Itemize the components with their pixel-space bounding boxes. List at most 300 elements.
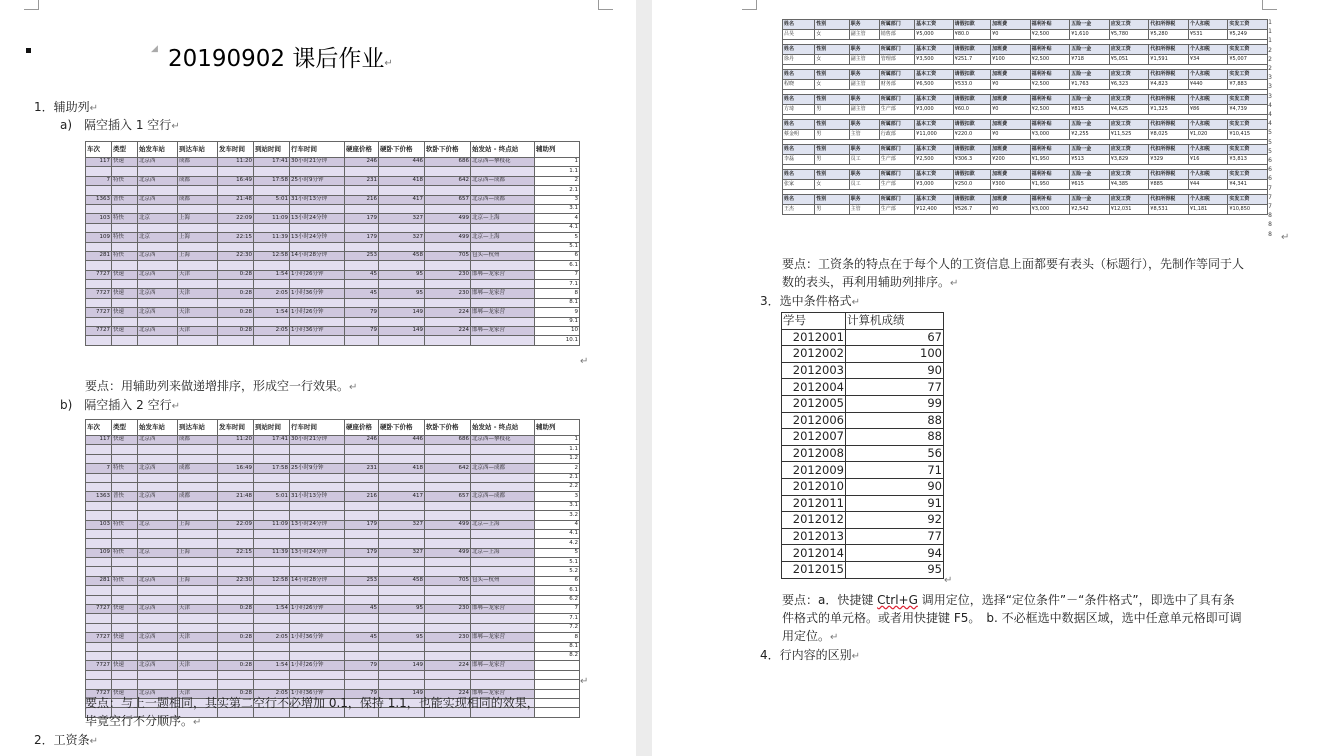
aux-cell[interactable]: 8 [535, 289, 580, 298]
empty-cell[interactable] [254, 167, 290, 176]
table-cell[interactable]: 天津 [178, 661, 218, 670]
empty-cell[interactable] [86, 670, 112, 679]
salary-aux-value[interactable]: 7 [1268, 203, 1272, 210]
empty-cell[interactable] [425, 651, 471, 660]
salary-cell[interactable]: 管理部 [879, 55, 914, 65]
table-cell[interactable]: 北京西 [138, 492, 178, 501]
aux-cell[interactable]: 5.1 [535, 558, 580, 567]
empty-cell[interactable] [290, 511, 345, 520]
empty-cell[interactable] [138, 317, 178, 326]
header-cell[interactable]: 车次 [86, 420, 112, 436]
table-cell[interactable]: 109 [86, 548, 112, 557]
empty-cell[interactable] [178, 539, 218, 548]
empty-cell[interactable] [138, 261, 178, 270]
salary-cell[interactable]: ¥2,542 [1070, 205, 1110, 215]
empty-cell[interactable] [254, 670, 290, 679]
table-cell[interactable]: 25小时9分钟 [290, 464, 345, 473]
table-cell[interactable]: 705 [425, 251, 471, 260]
empty-cell[interactable] [254, 642, 290, 651]
table-cell[interactable]: 天津 [178, 605, 218, 614]
table-cell[interactable]: 1小时26分钟 [290, 270, 345, 279]
empty-cell[interactable] [254, 280, 290, 289]
empty-cell[interactable] [112, 567, 138, 576]
list-item-2[interactable]: 2．工资条↵ [34, 733, 99, 747]
empty-cell[interactable] [218, 680, 254, 689]
empty-cell[interactable] [425, 261, 471, 270]
empty-cell[interactable] [112, 454, 138, 463]
empty-cell[interactable] [112, 204, 138, 213]
empty-cell[interactable] [379, 567, 425, 576]
list-item-3[interactable]: 3．选中条件格式↵ [760, 294, 861, 308]
salary-header-cell[interactable]: 代扣所得税 [1149, 170, 1189, 180]
table-cell[interactable]: 216 [345, 492, 379, 501]
table-cell[interactable]: 北京西 [138, 289, 178, 298]
note-b-line2[interactable]: 毕竟空行不分顺序。↵ [85, 714, 202, 728]
empty-cell[interactable] [290, 539, 345, 548]
table-cell[interactable]: 普快 [112, 195, 138, 204]
empty-cell[interactable] [178, 623, 218, 632]
table-cell[interactable]: 特快 [112, 520, 138, 529]
table-cell[interactable]: 446 [379, 436, 425, 445]
aux-cell[interactable]: 8 [535, 633, 580, 642]
empty-cell[interactable] [112, 670, 138, 679]
table-cell[interactable]: 5:01 [254, 195, 290, 204]
table-cell[interactable]: 快速 [112, 436, 138, 445]
salary-header-cell[interactable]: 代扣所得税 [1149, 195, 1189, 205]
table-cell[interactable]: 418 [379, 464, 425, 473]
salary-cell[interactable]: ¥8,531 [1149, 205, 1189, 215]
empty-cell[interactable] [254, 223, 290, 232]
table-cell[interactable]: 北京西 [138, 158, 178, 167]
salary-cell[interactable]: ¥200 [991, 155, 1031, 165]
empty-cell[interactable] [254, 204, 290, 213]
salary-aux-value[interactable]: 2 [1268, 46, 1272, 54]
salary-header-cell[interactable]: 基本工资 [915, 145, 954, 155]
aux-cell[interactable]: 5.1 [535, 242, 580, 251]
salary-header-cell[interactable]: 实发工资 [1228, 20, 1268, 30]
salary-aux-value[interactable]: 7 [1268, 184, 1272, 192]
empty-cell[interactable] [178, 261, 218, 270]
empty-cell[interactable] [345, 482, 379, 491]
empty-cell[interactable] [254, 529, 290, 538]
table-cell[interactable]: 22:15 [218, 233, 254, 242]
empty-cell[interactable] [345, 242, 379, 251]
score-cell[interactable]: 90 [846, 362, 944, 379]
table-cell[interactable]: 25小时9分钟 [290, 176, 345, 185]
empty-cell[interactable] [471, 298, 535, 307]
aux-cell[interactable]: 7.1 [535, 280, 580, 289]
empty-cell[interactable] [425, 670, 471, 679]
salary-cell[interactable]: 员工 [849, 180, 879, 190]
empty-cell[interactable] [345, 317, 379, 326]
empty-cell[interactable] [138, 642, 178, 651]
empty-cell[interactable] [138, 558, 178, 567]
aux-cell[interactable]: 7 [535, 605, 580, 614]
aux-cell[interactable]: 4 [535, 214, 580, 223]
empty-cell[interactable] [471, 317, 535, 326]
salary-header-cell[interactable]: 基本工资 [915, 195, 954, 205]
salary-cell[interactable]: ¥1,610 [1070, 30, 1110, 40]
table-cell[interactable]: 特快 [112, 176, 138, 185]
salary-cell[interactable]: ¥8,025 [1149, 130, 1189, 140]
salary-header-cell[interactable]: 职务 [849, 70, 879, 80]
salary-cell[interactable]: ¥0 [991, 205, 1031, 215]
table-cell[interactable]: 快速 [112, 689, 138, 698]
empty-cell[interactable] [138, 336, 178, 345]
aux-cell[interactable]: 5.2 [535, 567, 580, 576]
salary-header-cell[interactable]: 实发工资 [1228, 170, 1268, 180]
student-id-cell[interactable]: 2012013 [782, 528, 846, 545]
salary-header-cell[interactable]: 五险一金 [1070, 95, 1110, 105]
empty-cell[interactable] [254, 473, 290, 482]
empty-cell[interactable] [290, 280, 345, 289]
salary-cell[interactable]: 女 [815, 80, 849, 90]
empty-cell[interactable] [471, 482, 535, 491]
table-cell[interactable]: 21:48 [218, 492, 254, 501]
salary-header-cell[interactable]: 应发工资 [1109, 70, 1149, 80]
salary-header-cell[interactable]: 五险一金 [1070, 145, 1110, 155]
student-id-cell[interactable]: 2012007 [782, 429, 846, 446]
table-cell[interactable]: 281 [86, 251, 112, 260]
empty-cell[interactable] [254, 186, 290, 195]
table-cell[interactable]: 天津 [178, 308, 218, 317]
salary-cell[interactable]: ¥2,500 [1030, 80, 1070, 90]
empty-cell[interactable] [178, 186, 218, 195]
empty-cell[interactable] [379, 167, 425, 176]
salary-header-cell[interactable]: 职务 [849, 20, 879, 30]
table-cell[interactable]: 1小时26分钟 [290, 661, 345, 670]
empty-cell[interactable] [471, 511, 535, 520]
table-cell[interactable]: 327 [379, 233, 425, 242]
table-cell[interactable]: 45 [345, 605, 379, 614]
empty-cell[interactable] [178, 473, 218, 482]
salary-header-cell[interactable]: 五险一金 [1070, 195, 1110, 205]
table-cell[interactable]: 快速 [112, 661, 138, 670]
aux-cell[interactable]: 8.1 [535, 298, 580, 307]
salary-header-cell[interactable]: 五险一金 [1070, 120, 1110, 130]
empty-cell[interactable] [112, 651, 138, 660]
header-cell[interactable]: 到站时间 [254, 420, 290, 436]
salary-header-cell[interactable]: 五险一金 [1070, 45, 1110, 55]
aux-cell[interactable]: 3 [535, 492, 580, 501]
empty-cell[interactable] [345, 529, 379, 538]
empty-cell[interactable] [112, 595, 138, 604]
header-cell[interactable]: 始发站 - 终点站 [471, 420, 535, 436]
aux-cell[interactable] [535, 698, 580, 707]
empty-cell[interactable] [254, 317, 290, 326]
empty-cell[interactable] [138, 680, 178, 689]
empty-cell[interactable] [86, 501, 112, 510]
aux-cell[interactable]: 6.1 [535, 586, 580, 595]
table-cell[interactable]: 特快 [112, 576, 138, 585]
salary-aux-value[interactable]: 2 [1268, 55, 1272, 63]
table-cell[interactable]: 7727 [86, 661, 112, 670]
empty-cell[interactable] [425, 586, 471, 595]
salary-header-cell[interactable]: 加班费 [991, 20, 1031, 30]
salary-table[interactable] [782, 19, 1268, 215]
empty-cell[interactable] [138, 567, 178, 576]
salary-cell[interactable]: 副主管 [849, 105, 879, 115]
note-a[interactable]: 要点：用辅助列来做递增排序，形成空一行效果。↵ [85, 379, 358, 393]
salary-cell[interactable]: ¥5,780 [1109, 30, 1149, 40]
empty-cell[interactable] [379, 317, 425, 326]
salary-header-cell[interactable]: 性别 [815, 20, 849, 30]
empty-cell[interactable] [471, 539, 535, 548]
aux-cell[interactable]: 9 [535, 308, 580, 317]
empty-cell[interactable] [86, 261, 112, 270]
salary-header-cell[interactable]: 所属部门 [879, 195, 914, 205]
empty-cell[interactable] [345, 651, 379, 660]
empty-cell[interactable] [425, 223, 471, 232]
empty-cell[interactable] [112, 298, 138, 307]
empty-cell[interactable] [379, 454, 425, 463]
table-cell[interactable]: 北京西 [138, 308, 178, 317]
empty-cell[interactable] [345, 558, 379, 567]
table-cell[interactable]: 2:05 [254, 289, 290, 298]
salary-cell[interactable]: 女 [815, 30, 849, 40]
student-id-cell[interactable]: 2012012 [782, 512, 846, 529]
table-cell[interactable]: 北京西 [138, 689, 178, 698]
header-cell[interactable]: 软卧下价格 [425, 142, 471, 158]
empty-cell[interactable] [345, 539, 379, 548]
salary-header-cell[interactable]: 加班费 [991, 120, 1031, 130]
train-table-b[interactable] [85, 419, 580, 718]
empty-cell[interactable] [112, 336, 138, 345]
empty-cell[interactable] [86, 529, 112, 538]
table-cell[interactable]: 上海 [178, 214, 218, 223]
student-id-cell[interactable]: 2012006 [782, 412, 846, 429]
empty-cell[interactable] [425, 186, 471, 195]
document-title[interactable]: 20190902 课后作业↵ [168, 46, 393, 72]
empty-cell[interactable] [345, 261, 379, 270]
empty-cell[interactable] [138, 167, 178, 176]
empty-cell[interactable] [138, 186, 178, 195]
table-cell[interactable]: 北京西—成都 [471, 464, 535, 473]
score-cell[interactable]: 92 [846, 512, 944, 529]
student-id-cell[interactable]: 2012008 [782, 445, 846, 462]
table-cell[interactable]: 149 [379, 661, 425, 670]
table-cell[interactable]: 北京 [138, 520, 178, 529]
aux-cell[interactable] [535, 708, 580, 717]
table-cell[interactable]: 1小时26分钟 [290, 605, 345, 614]
empty-cell[interactable] [379, 680, 425, 689]
table-cell[interactable]: 0:28 [218, 289, 254, 298]
empty-cell[interactable] [218, 454, 254, 463]
table-cell[interactable]: 7727 [86, 633, 112, 642]
aux-cell[interactable]: 6 [535, 251, 580, 260]
table-cell[interactable]: 21:48 [218, 195, 254, 204]
salary-cell[interactable]: ¥4,341 [1228, 180, 1268, 190]
salary-header-cell[interactable]: 性别 [815, 145, 849, 155]
table-cell[interactable]: 1小时36分钟 [290, 689, 345, 698]
table-cell[interactable]: 22:09 [218, 520, 254, 529]
aux-cell[interactable] [535, 689, 580, 698]
table-cell[interactable]: 北京—上海 [471, 214, 535, 223]
header-cell[interactable]: 始发车站 [138, 142, 178, 158]
salary-header-cell[interactable]: 应发工资 [1109, 95, 1149, 105]
salary-header-cell[interactable]: 实发工资 [1228, 95, 1268, 105]
empty-cell[interactable] [345, 567, 379, 576]
table-cell[interactable]: 成都 [178, 436, 218, 445]
table-cell[interactable]: 北京 [138, 233, 178, 242]
salary-aux-value[interactable]: 1 [1268, 19, 1272, 26]
table-cell[interactable]: 2:05 [254, 689, 290, 698]
empty-cell[interactable] [86, 204, 112, 213]
salary-cell[interactable]: ¥2,500 [1030, 30, 1070, 40]
table-cell[interactable]: 邯郸—龙家营 [471, 633, 535, 642]
header-cell[interactable]: 硬卧下价格 [379, 420, 425, 436]
aux-cell[interactable]: 2.2 [535, 482, 580, 491]
empty-cell[interactable] [425, 614, 471, 623]
salary-cell[interactable]: ¥4,385 [1109, 180, 1149, 190]
table-cell[interactable]: 418 [379, 176, 425, 185]
table-cell[interactable]: 快速 [112, 327, 138, 336]
empty-cell[interactable] [290, 586, 345, 595]
table-cell[interactable]: 95 [379, 633, 425, 642]
table-cell[interactable]: 7 [86, 464, 112, 473]
salary-aux-value[interactable]: 7 [1268, 193, 1272, 201]
salary-cell[interactable]: 张家 [783, 180, 815, 190]
table-cell[interactable]: 13小时24分钟 [290, 548, 345, 557]
empty-cell[interactable] [345, 501, 379, 510]
table-cell[interactable]: 499 [425, 214, 471, 223]
empty-cell[interactable] [218, 595, 254, 604]
table-cell[interactable]: 95 [379, 605, 425, 614]
salary-header-cell[interactable]: 请假扣款 [953, 170, 990, 180]
salary-cell[interactable]: 销售部 [879, 30, 914, 40]
salary-header-cell[interactable]: 代扣所得税 [1149, 145, 1189, 155]
aux-cell[interactable]: 10 [535, 327, 580, 336]
empty-cell[interactable] [471, 473, 535, 482]
table-cell[interactable]: 成都 [178, 195, 218, 204]
empty-cell[interactable] [379, 614, 425, 623]
salary-cell[interactable]: 主管 [849, 205, 879, 215]
salary-header-cell[interactable]: 实发工资 [1228, 120, 1268, 130]
empty-cell[interactable] [86, 454, 112, 463]
table-cell[interactable]: 17:58 [254, 176, 290, 185]
salary-cell[interactable]: ¥3,000 [1030, 130, 1070, 140]
salary-header-cell[interactable]: 基本工资 [915, 170, 954, 180]
table-cell[interactable]: 北京西 [138, 436, 178, 445]
empty-cell[interactable] [86, 242, 112, 251]
table-cell[interactable]: 327 [379, 520, 425, 529]
table-cell[interactable]: 231 [345, 464, 379, 473]
empty-cell[interactable] [254, 680, 290, 689]
empty-cell[interactable] [178, 317, 218, 326]
salary-header-cell[interactable]: 性别 [815, 45, 849, 55]
salary-header-cell[interactable]: 基本工资 [915, 120, 954, 130]
empty-cell[interactable] [290, 167, 345, 176]
table-cell[interactable]: 16:49 [218, 464, 254, 473]
table-cell[interactable]: 31小时13分钟 [290, 195, 345, 204]
empty-cell[interactable] [379, 298, 425, 307]
salary-aux-value[interactable]: 5 [1268, 147, 1272, 155]
header-cell[interactable]: 到达车站 [178, 420, 218, 436]
train-table-a[interactable] [85, 141, 580, 346]
salary-cell[interactable]: 徐丹 [783, 55, 815, 65]
empty-cell[interactable] [112, 473, 138, 482]
empty-cell[interactable] [112, 280, 138, 289]
salary-header-cell[interactable]: 所属部门 [879, 95, 914, 105]
salary-cell[interactable]: ¥526.7 [953, 205, 990, 215]
salary-header-cell[interactable]: 请假扣款 [953, 45, 990, 55]
table-cell[interactable]: 216 [345, 195, 379, 204]
salary-header-cell[interactable]: 应发工资 [1109, 45, 1149, 55]
empty-cell[interactable] [86, 336, 112, 345]
empty-cell[interactable] [178, 670, 218, 679]
salary-header-cell[interactable]: 姓名 [783, 70, 815, 80]
salary-header-cell[interactable]: 实发工资 [1228, 45, 1268, 55]
salary-cell[interactable]: 生产部 [879, 180, 914, 190]
aux-cell[interactable]: 2.1 [535, 186, 580, 195]
salary-header-cell[interactable]: 基本工资 [915, 70, 954, 80]
header-cell[interactable]: 车次 [86, 142, 112, 158]
table-cell[interactable]: 13小时24分钟 [290, 214, 345, 223]
empty-cell[interactable] [425, 623, 471, 632]
salary-cell[interactable]: ¥1,325 [1149, 105, 1189, 115]
table-cell[interactable]: 特快 [112, 233, 138, 242]
salary-cell[interactable]: 男 [815, 205, 849, 215]
aux-cell[interactable]: 3.2 [535, 511, 580, 520]
salary-cell[interactable]: ¥718 [1070, 55, 1110, 65]
salary-header-cell[interactable]: 性别 [815, 95, 849, 105]
salary-header-cell[interactable]: 福利补贴 [1030, 95, 1070, 105]
table-cell[interactable]: 2:05 [254, 633, 290, 642]
table-cell[interactable]: 北京西 [138, 661, 178, 670]
empty-cell[interactable] [290, 501, 345, 510]
salary-cell[interactable]: ¥815 [1070, 105, 1110, 115]
salary-header-cell[interactable]: 代扣所得税 [1149, 20, 1189, 30]
table-cell[interactable]: 11:20 [218, 158, 254, 167]
salary-header-cell[interactable]: 姓名 [783, 145, 815, 155]
table-cell[interactable]: 7727 [86, 605, 112, 614]
salary-cell[interactable]: ¥2,500 [1030, 105, 1070, 115]
empty-cell[interactable] [86, 558, 112, 567]
salary-header-cell[interactable]: 加班费 [991, 170, 1031, 180]
empty-cell[interactable] [254, 261, 290, 270]
table-cell[interactable]: 30小时21分钟 [290, 158, 345, 167]
empty-cell[interactable] [471, 445, 535, 454]
table-cell[interactable]: 0:28 [218, 270, 254, 279]
empty-cell[interactable] [345, 642, 379, 651]
header-cell[interactable]: 行车时间 [290, 420, 345, 436]
table-cell[interactable]: 642 [425, 176, 471, 185]
table-cell[interactable]: 705 [425, 576, 471, 585]
table-cell[interactable]: 642 [425, 464, 471, 473]
empty-cell[interactable] [254, 501, 290, 510]
salary-cell[interactable]: ¥2,500 [1030, 55, 1070, 65]
table-cell[interactable]: 0:28 [218, 605, 254, 614]
table-cell[interactable]: 103 [86, 520, 112, 529]
table-cell[interactable]: 179 [345, 214, 379, 223]
empty-cell[interactable] [86, 680, 112, 689]
table-cell[interactable]: 149 [379, 689, 425, 698]
empty-cell[interactable] [471, 558, 535, 567]
table-cell[interactable]: 特快 [112, 214, 138, 223]
table-cell[interactable]: 149 [379, 327, 425, 336]
empty-cell[interactable] [138, 280, 178, 289]
salary-header-cell[interactable]: 应发工资 [1109, 170, 1149, 180]
empty-cell[interactable] [379, 204, 425, 213]
table-cell[interactable]: 上海 [178, 233, 218, 242]
empty-cell[interactable] [218, 623, 254, 632]
empty-cell[interactable] [178, 501, 218, 510]
aux-cell[interactable]: 8.2 [535, 651, 580, 660]
table-cell[interactable]: 0:28 [218, 308, 254, 317]
empty-cell[interactable] [112, 642, 138, 651]
empty-cell[interactable] [290, 482, 345, 491]
empty-cell[interactable] [254, 539, 290, 548]
